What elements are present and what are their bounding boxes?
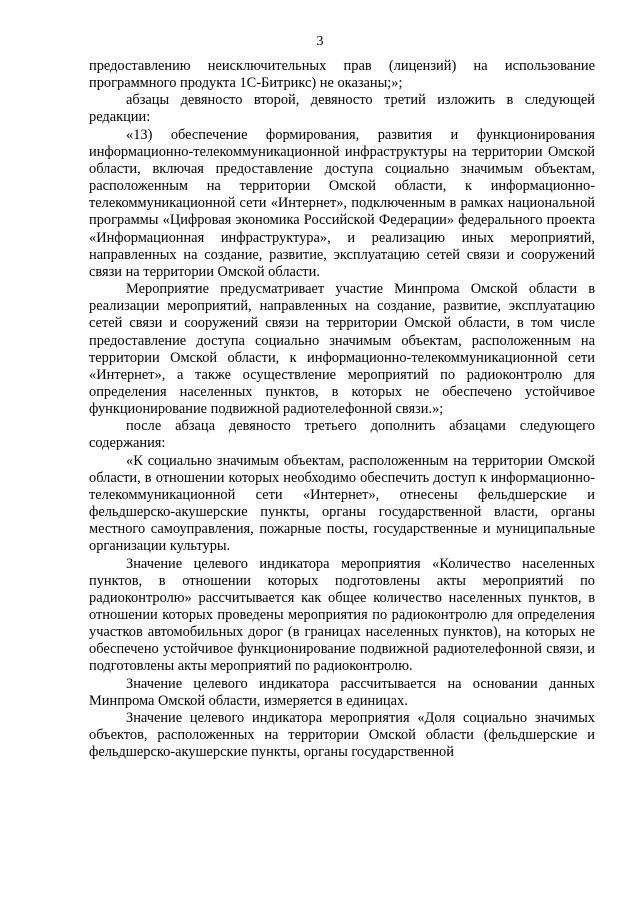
paragraph-indicator-settlements: Значение целевого индикатора мероприятия «Количество населенных пунктов, в отношении которых подготовлены акты мероприятий по радиоконтролю» рассчитывается как общее количество населенных пунктов, в отношении которых проведены мероприятия по радиоконтролю для определения участков автомобильных дорог (в границах населенных пунктов), на которых не обеспечено устойчивое функционирование подвижной радиотелефонной связи, и подготовлены акты мероприятий по радиоконтролю. [89, 555, 595, 675]
paragraph-item-13: «13) обеспечение формирования, развития и функционирования информационно-телекоммуникационной инфраструктуры на территории Омской области, включая предоставление доступа социально значимым объектам, расположенным на территории Омской области, к информационно-телекоммуникационной сети «Интернет», подключенным в рамках национальной программы «Цифровая экономика Российской Федерации» федерального проекта «Информационная инфраструктура», и реализацию иных мероприятий, направленных на создание, развитие, эксплуатацию сетей связи и сооружений связи на территории Омской области. [89, 126, 595, 280]
page-number: 3 [316, 34, 324, 49]
document-body [89, 58, 595, 761]
paragraph-addition-intro: после абзаца девяносто третьего дополнить абзацами следующего содержания: [89, 418, 595, 452]
paragraph-indicator-source: Значение целевого индикатора рассчитывается на основании данных Минпрома Омской области, измеряется в единицах. [89, 675, 595, 709]
paragraph-continuation: предоставлению неисключительных прав (лицензий) на использование программного продукта 1С-Битрикс) не оказаны;»; [89, 58, 595, 92]
paragraph-event-description: Мероприятие предусматривает участие Минпрома Омской области в реализации мероприятий, направленных на создание, развитие, эксплуатацию сетей связи и сооружений связи на территории Омской области, в том числе предоставление доступа социально значимым объектам, расположенным на территории Омской области, к информационно-телекоммуникационной сети «Интернет», а также осуществление мероприятий по радиоконтролю для определения населенных пунктов, в которых не обеспечено устойчивое функционирование подвижной радиотелефонной связи.»; [89, 281, 595, 418]
paragraph-amendment-intro: абзацы девяносто второй, девяносто третий изложить в следующей редакции: [89, 92, 595, 126]
paragraph-indicator-share: Значение целевого индикатора мероприятия «Доля социально значимых объектов, расположенных на территории Омской области (фельдшерские и фельдшерско-акушерские пункты, органы государственной [89, 709, 595, 761]
paragraph-social-objects: «К социально значимым объектам, расположенным на территории Омской области, в отношении которых необходимо обеспечить доступ к информационно-телекоммуникационной сети «Интернет», отнесены фельдшерские и фельдшерско-акушерские пункты, органы государственной власти, органы местного самоуправления, пожарные посты, государственные и муниципальные организации культуры. [89, 452, 595, 555]
